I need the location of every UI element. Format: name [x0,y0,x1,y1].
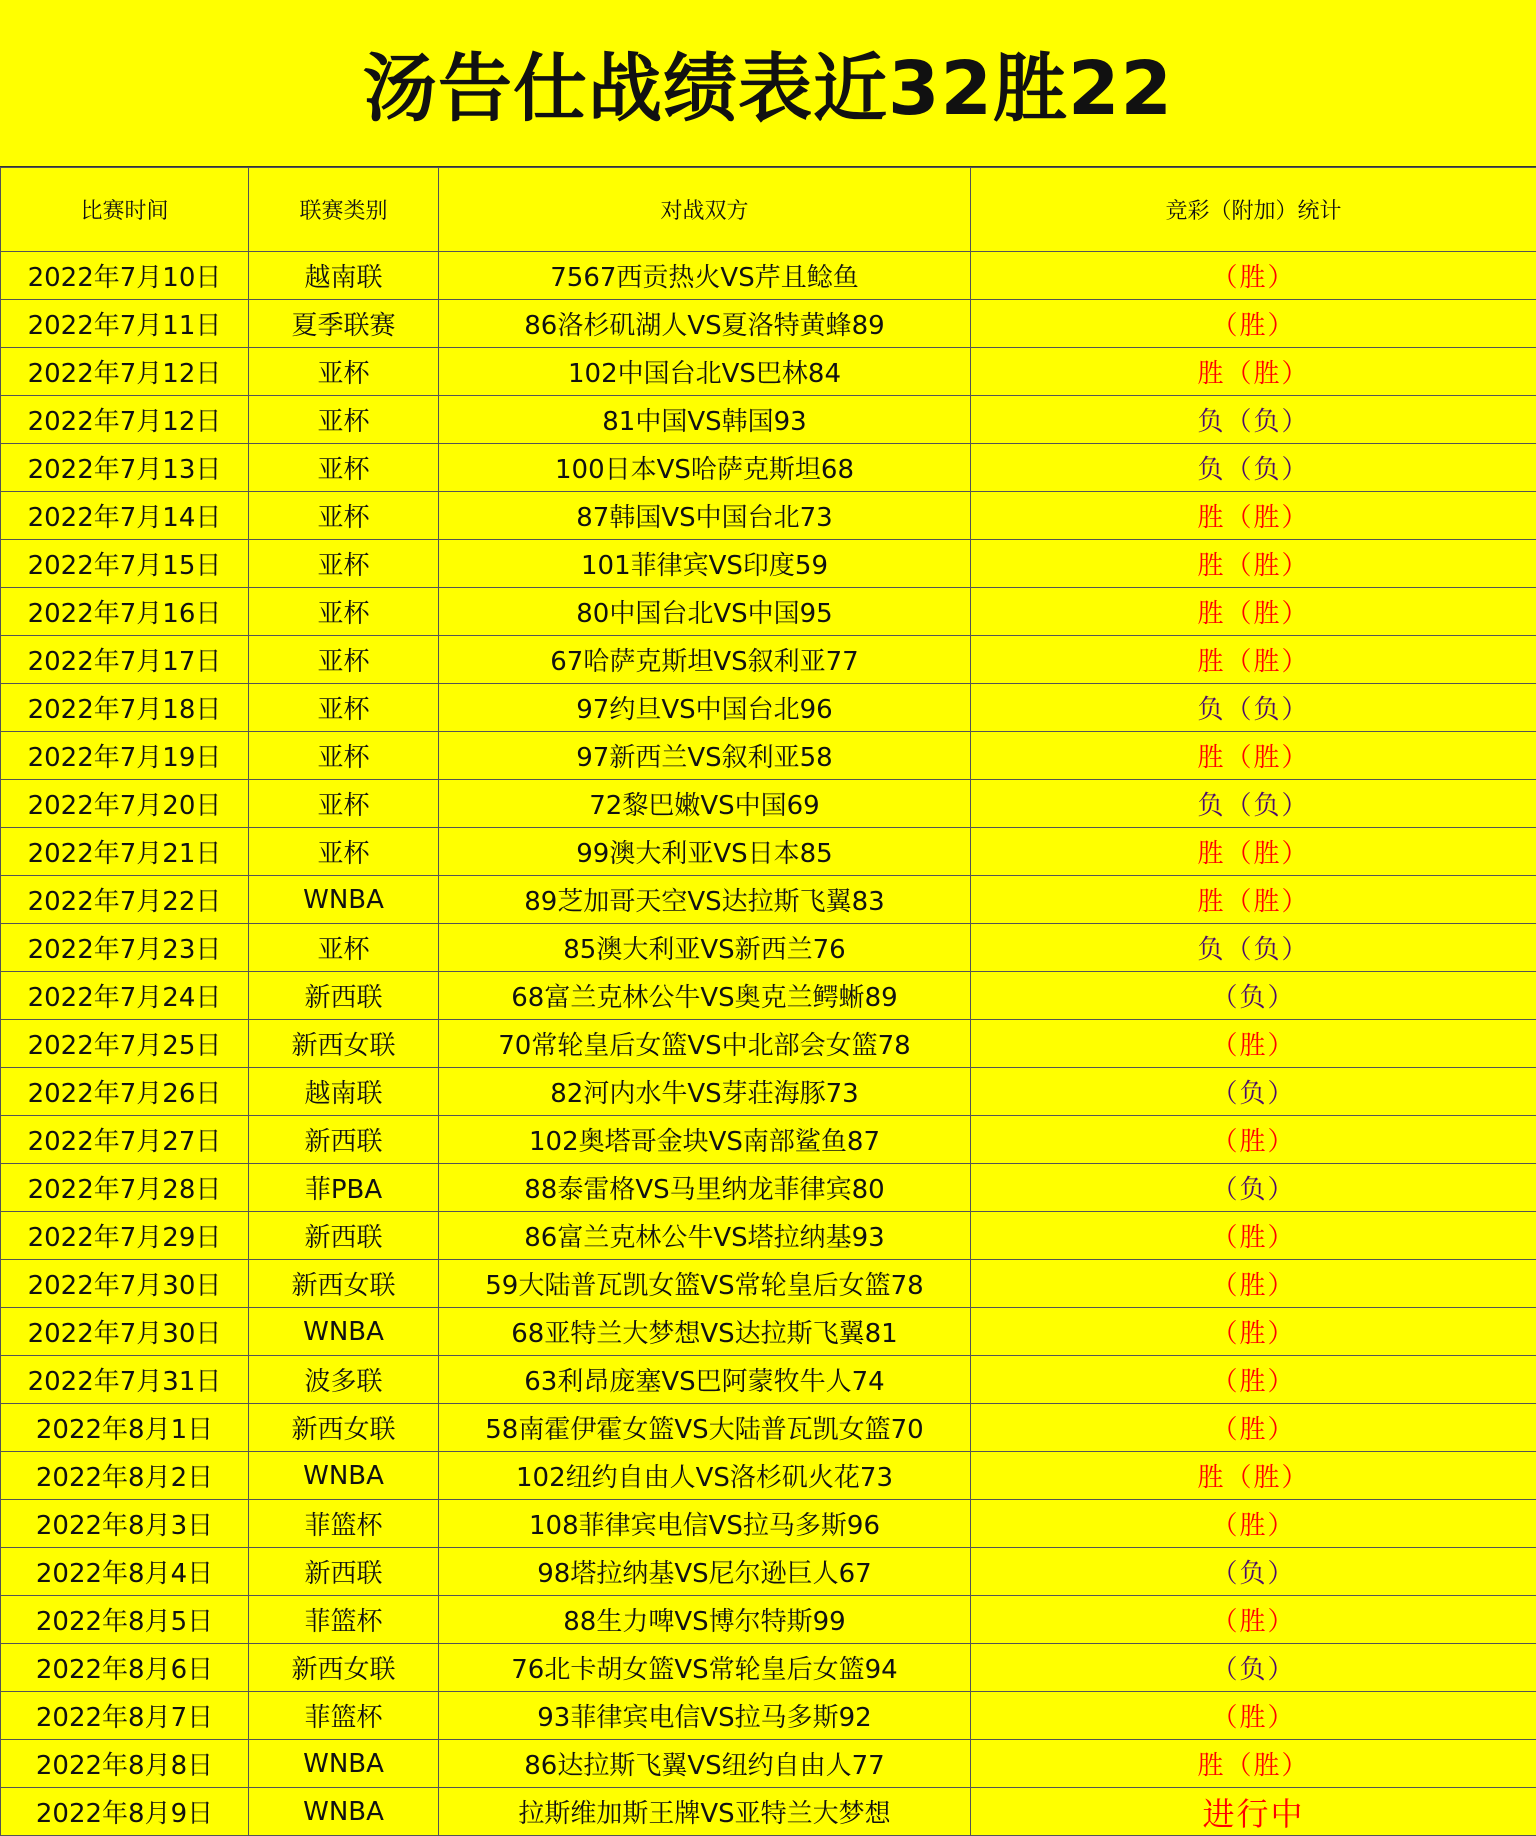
extra-result-label: （负） [1211,983,1295,1013]
cell-league: 菲PBA [249,1164,439,1212]
cell-league: 夏季联赛 [249,300,439,348]
table-row [1,972,1536,1020]
table-row [1,1740,1536,1788]
table-row [1,252,1536,300]
cell-match: 93菲律宾电信VS拉马多斯92 [439,1692,971,1740]
extra-result-label: （胜） [1226,1751,1310,1781]
extra-result-label: （胜） [1226,359,1310,389]
cell-match: 102中国台北VS巴林84 [439,348,971,396]
cell-stat [971,1452,1536,1500]
table-row [1,828,1536,876]
cell-stat [971,732,1536,780]
cell-match: 76北卡胡女篮VS常轮皇后女篮94 [439,1644,971,1692]
table-row [1,1500,1536,1548]
cell-match: 70常轮皇后女篮VS中北部会女篮78 [439,1020,971,1068]
cell-league: 亚杯 [249,732,439,780]
extra-result-label: （胜） [1226,887,1310,917]
table-row [1,684,1536,732]
cell-stat [971,636,1536,684]
cell-match: 72黎巴嫩VS中国69 [439,780,971,828]
extra-result-label: （负） [1226,935,1310,965]
extra-result-label: （胜） [1226,503,1310,533]
table-row [1,1788,1536,1836]
header-league: 联赛类别 [249,168,439,252]
cell-date: 2022年7月30日 [1,1260,249,1308]
cell-date: 2022年7月25日 [1,1020,249,1068]
extra-result-label: （胜） [1211,1031,1295,1061]
cell-league: 亚杯 [249,492,439,540]
cell-stat [971,1164,1536,1212]
cell-date: 2022年8月5日 [1,1596,249,1644]
cell-date: 2022年7月15日 [1,540,249,588]
table-row [1,444,1536,492]
cell-date: 2022年8月3日 [1,1500,249,1548]
cell-league: 越南联 [249,1068,439,1116]
result-label: 负 [1197,455,1225,485]
table-row [1,780,1536,828]
cell-match: 88泰雷格VS马里纳龙菲律宾80 [439,1164,971,1212]
table-row [1,1068,1536,1116]
cell-date: 2022年7月27日 [1,1116,249,1164]
cell-league: WNBA [249,876,439,924]
cell-match: 拉斯维加斯王牌VS亚特兰大梦想 [439,1788,971,1836]
records-table [0,167,1536,1836]
extra-result-label: （胜） [1211,1511,1295,1541]
cell-date: 2022年7月10日 [1,252,249,300]
cell-stat [971,348,1536,396]
cell-league: 亚杯 [249,588,439,636]
cell-date: 2022年7月19日 [1,732,249,780]
table-row [1,636,1536,684]
extra-result-label: （胜） [1211,263,1295,293]
cell-stat [971,1644,1536,1692]
table-header-row [1,168,1536,252]
header-date: 比赛时间 [1,168,249,252]
cell-league: 亚杯 [249,684,439,732]
cell-date: 2022年8月2日 [1,1452,249,1500]
cell-date: 2022年8月8日 [1,1740,249,1788]
cell-league: 亚杯 [249,444,439,492]
result-label: 胜 [1197,1751,1225,1781]
table-row [1,1260,1536,1308]
extra-result-label: （胜） [1226,839,1310,869]
table-row [1,1116,1536,1164]
cell-stat [971,924,1536,972]
cell-match: 67哈萨克斯坦VS叙利亚77 [439,636,971,684]
cell-match: 102纽约自由人VS洛杉矶火花73 [439,1452,971,1500]
extra-result-label: （胜） [1211,1607,1295,1637]
cell-stat [971,1788,1536,1836]
cell-date: 2022年7月12日 [1,396,249,444]
extra-result-label: （胜） [1211,1415,1295,1445]
table-row [1,1404,1536,1452]
cell-league: WNBA [249,1740,439,1788]
cell-date: 2022年7月23日 [1,924,249,972]
cell-date: 2022年7月31日 [1,1356,249,1404]
extra-result-label: （胜） [1211,1319,1295,1349]
result-label: 胜 [1197,359,1225,389]
cell-stat [971,1548,1536,1596]
table-row [1,924,1536,972]
cell-date: 2022年7月29日 [1,1212,249,1260]
result-label: 胜 [1197,599,1225,629]
extra-result-label: （负） [1211,1559,1295,1589]
cell-date: 2022年8月1日 [1,1404,249,1452]
cell-match: 102奥塔哥金块VS南部鲨鱼87 [439,1116,971,1164]
cell-match: 88生力啤VS博尔特斯99 [439,1596,971,1644]
cell-league: WNBA [249,1788,439,1836]
extra-result-label: （胜） [1226,1463,1310,1493]
extra-result-label: （负） [1226,791,1310,821]
cell-match: 68富兰克林公牛VS奥克兰鳄蜥89 [439,972,971,1020]
extra-result-label: （胜） [1226,743,1310,773]
result-label: 进行中 [1202,1795,1304,1833]
cell-league: 新西联 [249,1548,439,1596]
page-title: 汤告仕战绩表近32胜22 [0,0,1536,167]
cell-stat [971,828,1536,876]
cell-stat [971,1500,1536,1548]
cell-stat [971,300,1536,348]
cell-match: 86洛杉矶湖人VS夏洛特黄蜂89 [439,300,971,348]
cell-match: 87韩国VS中国台北73 [439,492,971,540]
extra-result-label: （负） [1211,1175,1295,1205]
cell-stat [971,1596,1536,1644]
cell-date: 2022年8月4日 [1,1548,249,1596]
table-row [1,1020,1536,1068]
extra-result-label: （负） [1226,455,1310,485]
table-row [1,348,1536,396]
cell-match: 85澳大利亚VS新西兰76 [439,924,971,972]
cell-match: 80中国台北VS中国95 [439,588,971,636]
cell-stat [971,1404,1536,1452]
result-label: 负 [1197,695,1225,725]
cell-date: 2022年8月6日 [1,1644,249,1692]
table-row [1,1596,1536,1644]
cell-league: 新西女联 [249,1404,439,1452]
cell-date: 2022年7月13日 [1,444,249,492]
cell-league: 亚杯 [249,636,439,684]
cell-match: 97约旦VS中国台北96 [439,684,971,732]
cell-match: 68亚特兰大梦想VS达拉斯飞翼81 [439,1308,971,1356]
cell-stat [971,396,1536,444]
table-row [1,1308,1536,1356]
cell-league: 新西联 [249,1116,439,1164]
table-row [1,876,1536,924]
cell-date: 2022年7月30日 [1,1308,249,1356]
cell-league: 新西联 [249,1212,439,1260]
cell-date: 2022年7月22日 [1,876,249,924]
table-body [1,252,1536,1836]
result-label: 胜 [1197,743,1225,773]
cell-stat [971,1260,1536,1308]
extra-result-label: （胜） [1226,647,1310,677]
cell-match: 82河内水牛VS芽荘海豚73 [439,1068,971,1116]
cell-date: 2022年7月17日 [1,636,249,684]
cell-stat [971,1116,1536,1164]
cell-match: 108菲律宾电信VS拉马多斯96 [439,1500,971,1548]
cell-stat [971,1068,1536,1116]
extra-result-label: （胜） [1211,1223,1295,1253]
cell-league: 亚杯 [249,540,439,588]
extra-result-label: （负） [1211,1655,1295,1685]
table-row [1,492,1536,540]
table-row [1,732,1536,780]
cell-league: 亚杯 [249,348,439,396]
cell-stat [971,588,1536,636]
header-match: 对战双方 [439,168,971,252]
table-row [1,540,1536,588]
cell-match: 63利昂庞塞VS巴阿蒙牧牛人74 [439,1356,971,1404]
result-label: 胜 [1197,551,1225,581]
extra-result-label: （胜） [1211,1703,1295,1733]
cell-match: 81中国VS韩国93 [439,396,971,444]
cell-date: 2022年7月18日 [1,684,249,732]
cell-stat [971,780,1536,828]
extra-result-label: （胜） [1211,1127,1295,1157]
cell-match: 97新西兰VS叙利亚58 [439,732,971,780]
result-label: 负 [1197,407,1225,437]
cell-league: 新西女联 [249,1020,439,1068]
cell-league: 新西女联 [249,1644,439,1692]
cell-league: 亚杯 [249,396,439,444]
cell-league: 越南联 [249,252,439,300]
result-label: 负 [1197,935,1225,965]
cell-stat [971,972,1536,1020]
cell-date: 2022年7月24日 [1,972,249,1020]
extra-result-label: （胜） [1211,1271,1295,1301]
extra-result-label: （胜） [1211,311,1295,341]
table-row [1,1212,1536,1260]
cell-match: 99澳大利亚VS日本85 [439,828,971,876]
cell-league: 波多联 [249,1356,439,1404]
extra-result-label: （胜） [1211,1367,1295,1397]
cell-league: 菲篮杯 [249,1500,439,1548]
table-row [1,1548,1536,1596]
cell-stat [971,1356,1536,1404]
cell-date: 2022年7月12日 [1,348,249,396]
cell-match: 89芝加哥天空VS达拉斯飞翼83 [439,876,971,924]
table-row [1,300,1536,348]
table-row [1,1692,1536,1740]
result-label: 胜 [1197,647,1225,677]
cell-league: 亚杯 [249,924,439,972]
cell-stat [971,876,1536,924]
cell-stat [971,1692,1536,1740]
cell-match: 86达拉斯飞翼VS纽约自由人77 [439,1740,971,1788]
cell-date: 2022年8月9日 [1,1788,249,1836]
table-row [1,588,1536,636]
cell-stat [971,492,1536,540]
cell-league: WNBA [249,1452,439,1500]
table-row [1,1356,1536,1404]
cell-league: WNBA [249,1308,439,1356]
cell-stat [971,252,1536,300]
extra-result-label: （负） [1226,695,1310,725]
cell-match: 98塔拉纳基VS尼尔逊巨人67 [439,1548,971,1596]
cell-match: 58南霍伊霍女篮VS大陆普瓦凯女篮70 [439,1404,971,1452]
cell-stat [971,444,1536,492]
extra-result-label: （负） [1226,407,1310,437]
cell-stat [971,684,1536,732]
table-row [1,1644,1536,1692]
cell-league: 菲篮杯 [249,1596,439,1644]
result-label: 胜 [1197,839,1225,869]
cell-league: 亚杯 [249,780,439,828]
cell-match: 59大陆普瓦凯女篮VS常轮皇后女篮78 [439,1260,971,1308]
cell-league: 新西女联 [249,1260,439,1308]
result-label: 负 [1197,791,1225,821]
cell-date: 2022年7月20日 [1,780,249,828]
extra-result-label: （胜） [1226,599,1310,629]
cell-match: 7567西贡热火VS芹且鲶鱼 [439,252,971,300]
cell-league: 新西联 [249,972,439,1020]
cell-date: 2022年7月11日 [1,300,249,348]
cell-league: 亚杯 [249,828,439,876]
cell-date: 2022年7月26日 [1,1068,249,1116]
cell-stat [971,1740,1536,1788]
cell-date: 2022年7月28日 [1,1164,249,1212]
table-row [1,396,1536,444]
table-row [1,1452,1536,1500]
cell-date: 2022年8月7日 [1,1692,249,1740]
cell-match: 86富兰克林公牛VS塔拉纳基93 [439,1212,971,1260]
cell-date: 2022年7月21日 [1,828,249,876]
extra-result-label: （负） [1211,1079,1295,1109]
cell-stat [971,540,1536,588]
cell-match: 100日本VS哈萨克斯坦68 [439,444,971,492]
cell-stat [971,1308,1536,1356]
cell-date: 2022年7月16日 [1,588,249,636]
result-label: 胜 [1197,503,1225,533]
header-stat: 竞彩（附加）统计 [971,168,1536,252]
cell-date: 2022年7月14日 [1,492,249,540]
table-row [1,1164,1536,1212]
result-label: 胜 [1197,887,1225,917]
cell-match: 101菲律宾VS印度59 [439,540,971,588]
cell-stat [971,1212,1536,1260]
result-label: 胜 [1197,1463,1225,1493]
cell-stat [971,1020,1536,1068]
cell-league: 菲篮杯 [249,1692,439,1740]
extra-result-label: （胜） [1226,551,1310,581]
